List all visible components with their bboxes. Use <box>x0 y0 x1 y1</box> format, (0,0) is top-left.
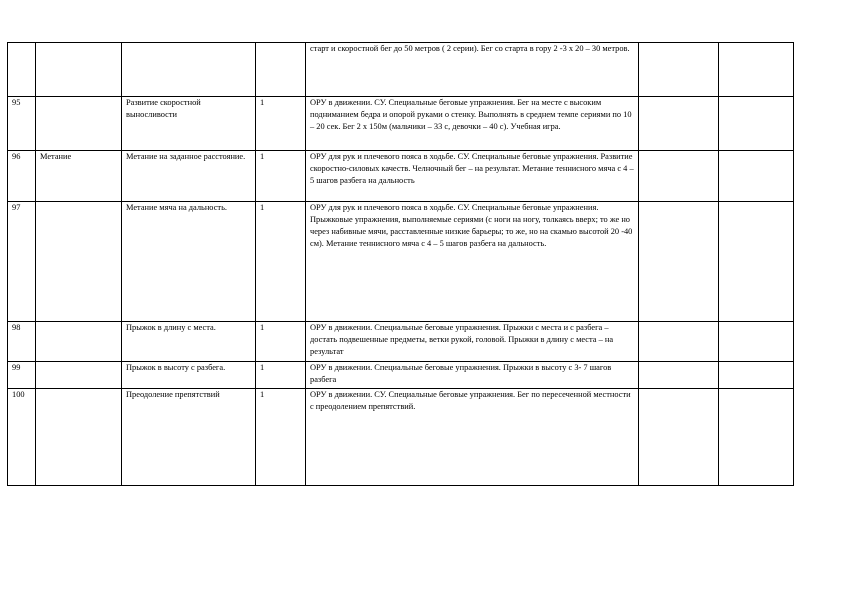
content-cell: ОРУ в движении. СУ. Специальные беговые упражнения. Бег по пересеченной местности с преодолением препятствий. <box>306 389 639 486</box>
table-row <box>8 362 794 389</box>
topic-cell: Метание мяча на дальность. <box>122 202 256 322</box>
extra-cell <box>639 151 719 202</box>
hours-cell <box>256 43 306 97</box>
hours-cell: 1 <box>256 97 306 151</box>
topic-cell: Прыжок в длину с места. <box>122 322 256 362</box>
lesson-number-cell <box>8 43 36 97</box>
hours-cell: 1 <box>256 322 306 362</box>
table-row <box>8 43 794 97</box>
extra-cell <box>719 389 794 486</box>
content-cell: ОРУ в движении. Специальные беговые упражнения. Прыжки с места и с разбега – достать подвешенные предметы, ветки рукой, головой. Прыжки в длину с места – на результат <box>306 322 639 362</box>
extra-cell <box>639 322 719 362</box>
extra-cell <box>719 202 794 322</box>
hours-cell: 1 <box>256 362 306 389</box>
section-cell <box>36 43 122 97</box>
topic-cell: Метание на заданное расстояние. <box>122 151 256 202</box>
table-row <box>8 389 794 486</box>
lesson-number-cell: 95 <box>8 97 36 151</box>
section-cell <box>36 322 122 362</box>
extra-cell <box>719 43 794 97</box>
content-cell: ОРУ в движении. СУ. Специальные беговые упражнения. Бег на месте с высоким подниманием бедра и опорой руками о стенку. Выполнять в среднем темпе сериями по 10 – 20 сек. Бег 2 х 150м (мальчики – 33 с, девочки – 40 с). Учебная игра. <box>306 97 639 151</box>
table-row <box>8 97 794 151</box>
extra-cell <box>639 389 719 486</box>
extra-cell <box>639 97 719 151</box>
content-cell: ОРУ в движении. Специальные беговые упражнения. Прыжки в высоту с 3- 7 шагов разбега <box>306 362 639 389</box>
table-row <box>8 151 794 202</box>
lesson-number-cell: 100 <box>8 389 36 486</box>
extra-cell <box>719 362 794 389</box>
extra-cell <box>639 202 719 322</box>
extra-cell <box>719 97 794 151</box>
extra-cell <box>719 151 794 202</box>
section-cell <box>36 389 122 486</box>
section-cell <box>36 362 122 389</box>
topic-cell: Развитие скоростной выносливости <box>122 97 256 151</box>
lesson-number-cell: 97 <box>8 202 36 322</box>
lesson-number-cell: 99 <box>8 362 36 389</box>
extra-cell <box>639 362 719 389</box>
extra-cell <box>639 43 719 97</box>
topic-cell: Прыжок в высоту с разбега. <box>122 362 256 389</box>
content-cell: ОРУ для рук и плечевого пояса в ходьбе. СУ. Специальные беговые упражнения. Прыжковые упражнения, выполняемые сериями (с ноги на ногу, толкаясь вверх; то же но через набивные мячи, расставленные низкие барьеры; то же, но на скамью высотой 20 -40 см). Метание теннисного мяча с 4 – 5 шагов разбега на дальность. <box>306 202 639 322</box>
lesson-number-cell: 96 <box>8 151 36 202</box>
section-cell <box>36 97 122 151</box>
section-cell: Метание <box>36 151 122 202</box>
table-row <box>8 202 794 322</box>
hours-cell: 1 <box>256 202 306 322</box>
hours-cell: 1 <box>256 151 306 202</box>
topic-cell <box>122 43 256 97</box>
lesson-plan-table <box>7 42 794 486</box>
table-row <box>8 322 794 362</box>
content-cell: старт и скоростной бег до 50 метров ( 2 серии). Бег со старта в гору 2 -3 х 20 – 30 метров. <box>306 43 639 97</box>
topic-cell: Преодоление препятствий <box>122 389 256 486</box>
section-cell <box>36 202 122 322</box>
extra-cell <box>719 322 794 362</box>
hours-cell: 1 <box>256 389 306 486</box>
content-cell: ОРУ для рук и плечевого пояса в ходьбе. СУ. Специальные беговые упражнения. Развитие скоростно-силовых качеств. Челночный бег – на результат. Метание теннисного мяча с 4 – 5 шагов разбега на дальность <box>306 151 639 202</box>
lesson-number-cell: 98 <box>8 322 36 362</box>
